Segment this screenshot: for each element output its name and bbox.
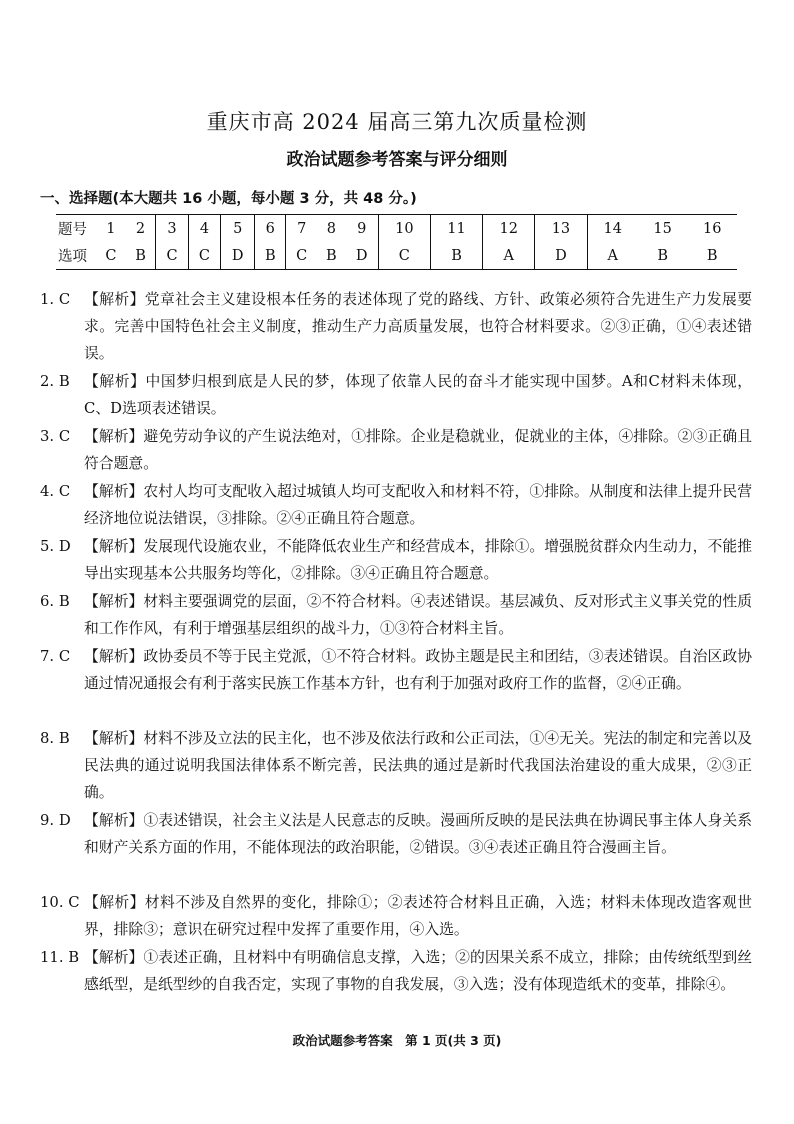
answer-table [56,214,737,270]
item-number: 5. D [40,538,71,555]
question-number: 6 [255,215,286,243]
answer-letter: B [126,242,156,270]
item-number: 3. C [40,428,71,445]
answer-letter: C [378,242,430,270]
answer-letter: D [221,242,255,270]
item-number: 10. C [40,894,80,911]
question-number: 9 [346,215,379,243]
answer-letter: B [687,242,737,270]
explanation-item [40,725,752,807]
explanation-item [40,286,752,368]
item-number: 2. B [40,373,70,390]
question-number: 3 [156,215,188,243]
item-text: 【解析】党章社会主义建设根本任务的表述体现了党的路线、方针、政策必须符合先进生产力发展要求。完善中国特色社会主义制度，推动生产力高质量发展，也符合材料要求。②③正确，①④表述错误。 [84,291,752,363]
item-number: 1. C [40,291,71,308]
answer-letter: C [96,242,126,270]
answer-letter: D [346,242,379,270]
answer-letter: A [587,242,638,270]
item-number: 4. C [40,483,71,500]
explanation-item [40,807,752,861]
explanation-item [40,889,752,943]
row-label-option: 选项 [56,242,96,270]
question-number: 5 [221,215,255,243]
item-number: 7. C [40,648,71,665]
question-number: 12 [483,215,535,243]
item-text: 【解析】材料不涉及自然界的变化，排除①；②表述符合材料且正确，入选；材料未体现改造客观世界，排除③；意识在研究过程中发挥了重要作用，④入选。 [84,894,752,939]
explanation-item [40,588,752,642]
question-number: 10 [378,215,430,243]
page-title: 重庆市高 2024 届高三第九次质量检测 [206,110,588,134]
item-text: 【解析】中国梦归根到底是人民的梦，体现了依靠人民的奋斗才能实现中国梦。A和C材料未体现，C、D选项表述错误。 [84,373,752,418]
answer-letter: C [156,242,188,270]
answer-letter: C [286,242,317,270]
answer-letter: C [188,242,220,270]
item-text: 【解析】材料不涉及立法的民主化，也不涉及依法行政和公正司法，①④无关。宪法的制定和完善以及民法典的通过说明我国法律体系不断完善，民法典的通过是新时代我国法治建设的重大成果，②③正确。 [84,730,752,802]
explanation-item [40,533,752,587]
item-number: 9. D [40,812,71,829]
question-number: 8 [317,215,346,243]
item-text: 【解析】避免劳动争议的产生说法绝对，①排除。企业是稳就业，促就业的主体，④排除。②③正确且符合题意。 [84,428,752,473]
question-number: 14 [587,215,638,243]
item-text: 【解析】农村人均可支配收入超过城镇人均可支配收入和材料不符，①排除。从制度和法律上提升民营经济地位说法错误，③排除。②④正确且符合题意。 [84,483,752,528]
answer-letter: B [430,242,482,270]
question-number: 11 [430,215,482,243]
answer-letter: B [255,242,286,270]
explanation-item [40,944,752,998]
item-text: 【解析】发展现代设施农业，不能降低农业生产和经营成本，排除①。增强脱贫群众内生动力，不能推导出实现基本公共服务均等化，②排除。③④正确且符合题意。 [84,538,752,583]
answer-letter: A [483,242,535,270]
item-number: 8. B [40,730,70,747]
question-number: 2 [126,215,156,243]
question-number: 13 [535,215,587,243]
question-number: 4 [188,215,220,243]
item-text: 【解析】①表述错误，社会主义法是人民意志的反映。漫画所反映的是民法典在协调民事主体人身关系和财产关系方面的作用，不能体现法的政治职能，②错误。③④表述正确且符合漫画主旨。 [84,812,752,857]
answer-letter: D [535,242,587,270]
table-row-answers [56,242,737,270]
item-text: 【解析】①表述正确，且材料中有明确信息支撑，入选；②的因果关系不成立，排除；由传统纸型到丝感纸型，是纸型纱的自我否定，实现了事物的自我发展，③入选；没有体现造纸术的变革，排除④。 [84,949,752,994]
explanation-item [40,478,752,532]
page-subtitle: 政治试题参考答案与评分细则 [286,150,508,170]
answer-letter: B [317,242,346,270]
explanation-item [40,423,752,477]
item-text: 【解析】政协委员不等于民主党派，①不符合材料。政协主题是民主和团结，③表述错误。自治区政协通过情况通报会有利于落实民族工作基本方针，也有利于加强对政府工作的监督，②④正确。 [84,648,752,693]
explanation-item [40,643,752,697]
section-heading: 一、选择题(本大题共 16 小题，每小题 3 分，共 48 分。) [40,191,417,207]
item-number: 11. B [40,949,80,966]
item-text: 【解析】材料主要强调党的层面，②不符合材料。④表述错误。基层减负、反对形式主义事关党的性质和工作作风，有利于增强基层组织的战斗力，①③符合材料主旨。 [84,593,752,638]
explanation-item [40,368,752,422]
question-number: 7 [286,215,317,243]
row-label-question: 题号 [56,215,96,243]
answer-letter: B [638,242,688,270]
question-number: 16 [687,215,737,243]
item-number: 6. B [40,593,70,610]
page-footer: 政治试题参考答案 第 1 页(共 3 页) [292,1033,502,1048]
question-number: 1 [96,215,126,243]
question-number: 15 [638,215,688,243]
table-row-question-numbers [56,215,737,243]
